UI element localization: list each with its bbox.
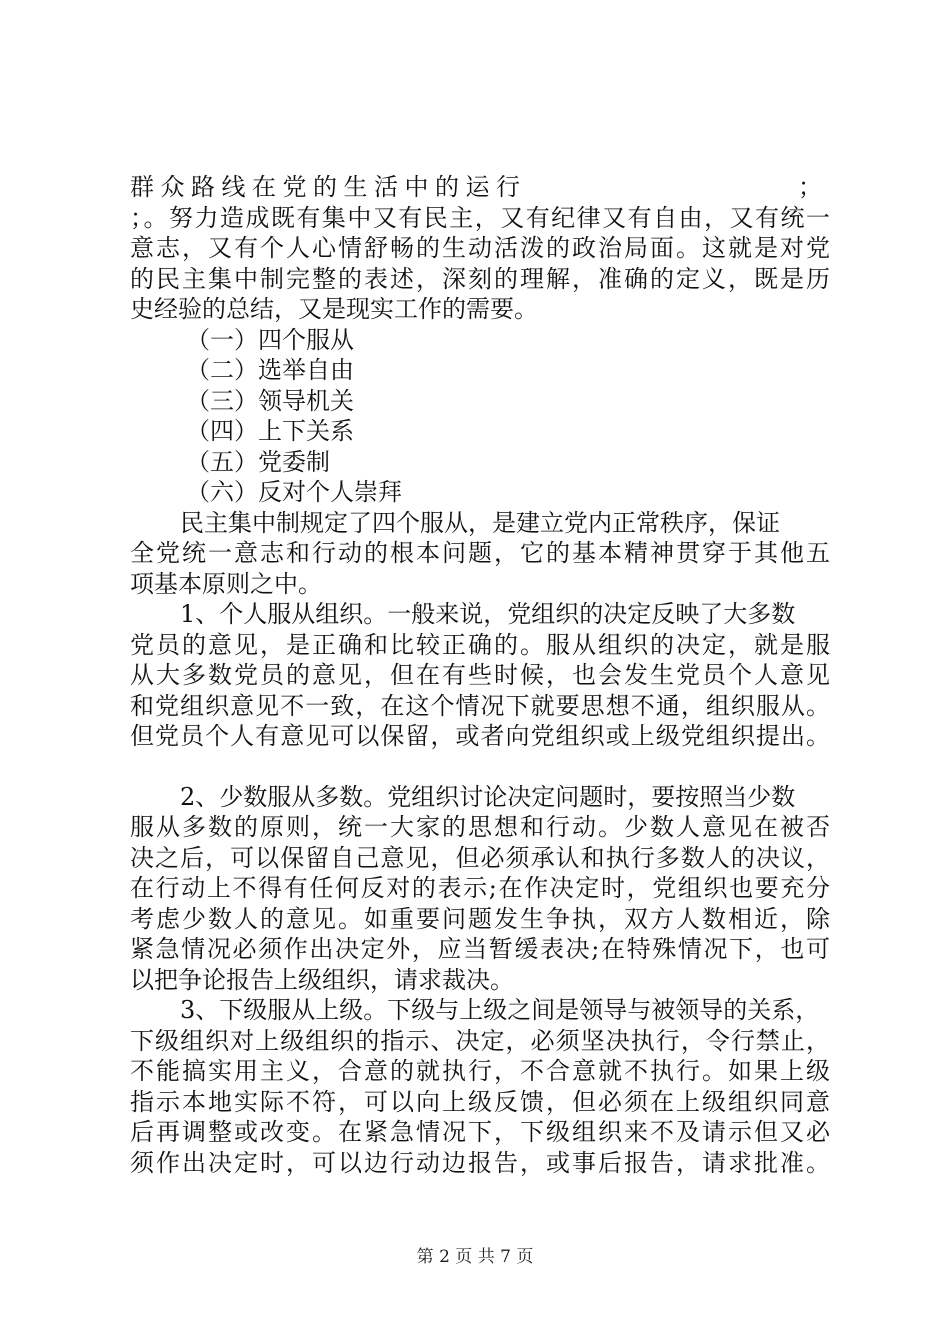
intro-first-line-text: 群众路线在党的生活中的运行 — [130, 173, 527, 201]
paragraph-line: 在行动上不得有任何反对的表示;在作决定时，党组织也要充分 — [130, 874, 830, 902]
paragraph-line: 民主集中制规定了四个服从，是建立党内正常秩序，保证 — [180, 508, 780, 537]
intro-line: 史经验的总结，又是现实工作的需要。 — [130, 295, 538, 323]
list-item: （五）党委制 — [186, 447, 330, 476]
paragraph-line: 以把争论报告上级组织，请求裁决。 — [130, 965, 514, 994]
paragraph-line: 不能搞实用主义，合意的就执行，不合意就不执行。如果上级 — [130, 1057, 830, 1085]
paragraph-line: 党员的意见，是正确和比较正确的。服从组织的决定，就是服 — [130, 630, 830, 659]
paragraph-line: 全党统一意志和行动的根本问题，它的基本精神贯穿于其他五 — [130, 539, 830, 567]
list-item: （三）领导机关 — [186, 386, 354, 415]
paragraph-line: 服从多数的原则，统一大家的思想和行动。少数人意见在被否 — [130, 813, 830, 841]
paragraph-line: 下级组织对上级组织的指示、决定，必须坚决执行，令行禁止， — [130, 1026, 830, 1055]
paragraph-line: 和党组织意见不一致，在这个情况下就要思想不通，组织服从。 — [130, 691, 830, 720]
paragraph-line: 决之后，可以保留自己意见，但必须承认和执行多数人的决议， — [130, 843, 830, 872]
intro-line: 意志，又有个人心情舒畅的生动活泼的政治局面。这就是对党 — [130, 234, 830, 262]
page-number-footer: 第 2 页 共 7 页 — [416, 1247, 534, 1267]
list-item: （二）选举自由 — [186, 356, 354, 384]
paragraph-line: 紧急情况必须作出决定外，应当暂缓表决;在特殊情况下，也可 — [130, 935, 830, 963]
document-body — [130, 172, 830, 1178]
paragraph-line: 从大多数党员的意见，但在有些时候，也会发生党员个人意见 — [130, 661, 830, 689]
paragraph-line: 指示本地实际不符，可以向上级反馈，但必须在上级组织同意 — [130, 1087, 830, 1116]
paragraph-line: 2、少数服从多数。党组织讨论决定问题时，要按照当少数 — [180, 782, 796, 811]
paragraph-line: 须作出决定时，可以边行动边报告，或事后报告，请求批准。 — [130, 1148, 830, 1177]
list-item: （一）四个服从 — [186, 325, 354, 354]
paragraph-line: 但党员个人有意见可以保留，或者向党组织或上级党组织提出。 — [130, 722, 830, 750]
paragraph-line: 考虑少数人的意见。如重要问题发生争执，双方人数相近，除 — [130, 904, 830, 933]
paragraph-line: 后再调整或改变。在紧急情况下，下级组织来不及请示但又必 — [130, 1118, 830, 1146]
paragraph-line: 1、个人服从组织。一般来说，党组织的决定反映了大多数 — [180, 600, 796, 628]
list-item: （四）上下关系 — [186, 417, 354, 445]
intro-line: 的民主集中制完整的表述，深刻的理解，准确的定义，既是历 — [130, 264, 830, 293]
paragraph-gap — [130, 752, 830, 782]
list-item: （六）反对个人崇拜 — [186, 478, 402, 506]
intro-first-line-end: ； — [798, 173, 822, 201]
paragraph-line: 项基本原则之中。 — [130, 569, 322, 598]
paragraph-line: 3、下级服从上级。下级与上级之间是领导与被领导的关系， — [180, 996, 820, 1024]
intro-line: ；。努力造成既有集中又有民主，又有纪律又有自由，又有统一 — [130, 203, 830, 232]
intro-first-line — [130, 172, 830, 203]
